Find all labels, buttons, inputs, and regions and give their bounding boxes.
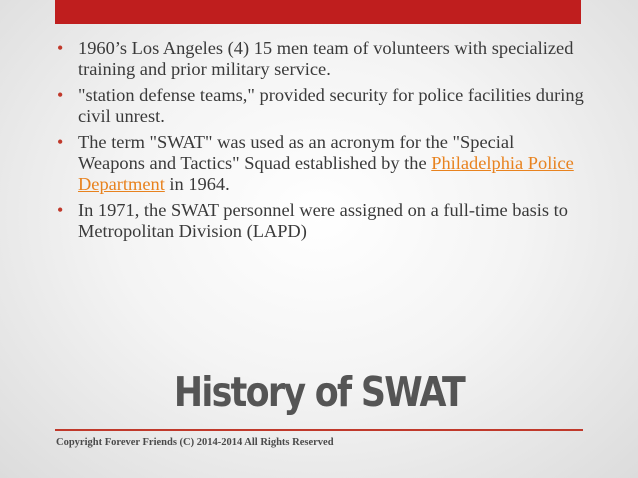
bullet-list bbox=[55, 38, 585, 247]
bullet-text-before-link: The term "SWAT" was used as an acronym for the "Special Weapons and Tactics" Squad established by the bbox=[78, 132, 515, 173]
bullet-marker: • bbox=[57, 85, 64, 105]
bullet-marker: • bbox=[57, 200, 64, 220]
bullet-text: 1960’s Los Angeles (4) 15 men team of volunteers with specialized training and prior military service. bbox=[78, 38, 574, 79]
bottom-divider bbox=[55, 429, 583, 431]
bullet-marker: • bbox=[57, 38, 64, 58]
top-accent-bar bbox=[55, 0, 581, 24]
bullet-text-after-link: in 1964. bbox=[164, 174, 230, 194]
bullet-item bbox=[55, 132, 585, 195]
philadelphia-police-link[interactable]: Philadelphia Police Department bbox=[78, 153, 574, 194]
bullet-item bbox=[55, 85, 585, 127]
copyright-footer: Copyright Forever Friends (C) 2014-2014 All Rights Reserved bbox=[56, 437, 334, 448]
bullet-item bbox=[55, 38, 585, 80]
bullet-text: In 1971, the SWAT personnel were assigned on a full-time basis to Metropolitan Division (LAPD) bbox=[78, 200, 568, 241]
bullet-marker: • bbox=[57, 132, 64, 152]
slide-title: History of SWAT bbox=[173, 368, 465, 416]
bullet-text: "station defense teams," provided security for police facilities during civil unrest. bbox=[78, 85, 584, 126]
bullet-item bbox=[55, 200, 585, 242]
